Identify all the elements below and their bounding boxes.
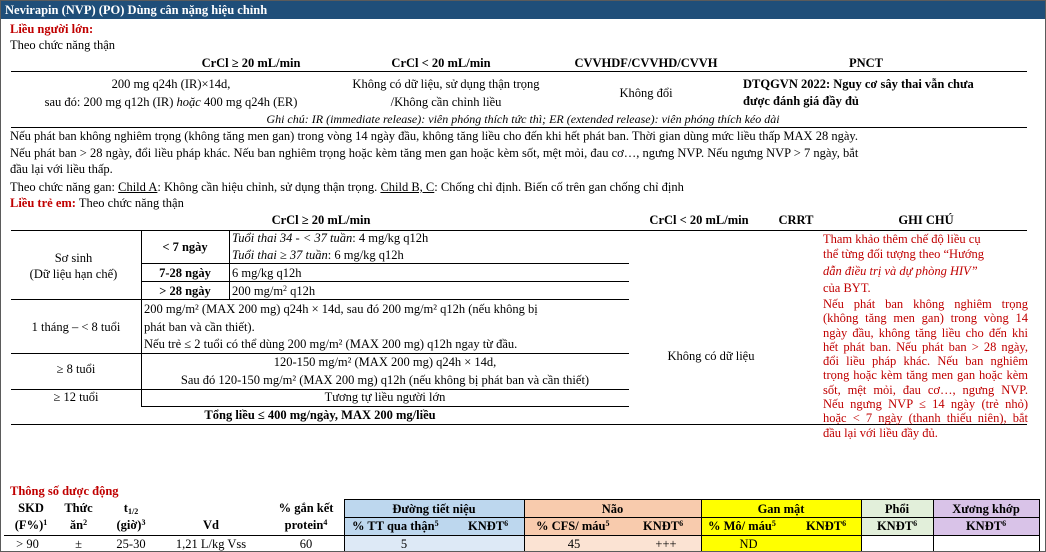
line-m1 <box>11 353 629 354</box>
adult-col-crcl-low: CrCl < 20 mL/min <box>391 56 491 70</box>
pk-col-f-text: (F%) <box>14 518 44 532</box>
pk-val-thalf: 25-30 <box>116 537 146 551</box>
peds-col-crcl-low: CrCl < 20 mL/min <box>649 213 749 227</box>
pk-col-hours <box>101 518 161 532</box>
adult-pnct-line2: được đánh giá đầy đủ <box>743 94 859 108</box>
sup-6a: 6 <box>504 519 509 528</box>
sup-2: 2 <box>283 284 288 293</box>
adult-note-line <box>11 127 1027 128</box>
age-gt28: > 28 ngày <box>159 284 211 298</box>
ga-ge37 <box>232 248 404 262</box>
sup-f: 1 <box>43 518 48 527</box>
pk-group-line <box>344 517 1039 518</box>
ga-34-37 <box>232 231 428 245</box>
pk-group-brain: Não <box>601 502 624 516</box>
m1-dose-line2: phát ban và cần thiết). <box>144 320 255 334</box>
line-lt7 <box>141 263 629 264</box>
line-7-28 <box>141 281 629 282</box>
adult-low-line1: Không có dữ liệu, sử dụng thận trọng <box>352 77 540 91</box>
pk-top-line <box>344 499 1039 500</box>
pk-group-bone: Xương khớp <box>952 502 1020 516</box>
adult-col-crcl-high: CrCl ≥ 20 mL/min <box>201 56 301 70</box>
adult-dose-line2-a: sau đó: 200 mg q12h (IR) <box>44 95 177 109</box>
pk-divider-5 <box>933 499 934 552</box>
pk-sub-tissue <box>708 519 776 533</box>
pk-col-hours-text: (giờ) <box>116 518 142 532</box>
peds-note-line1: Tham khảo thêm chế độ liều cụ <box>823 232 981 246</box>
pk-sub-urinary-kndt-text: KNĐT <box>468 519 505 533</box>
neonate-label-1: Sơ sinh <box>54 251 93 265</box>
ga2-dose: : 6 mg/kg q12h <box>327 248 404 262</box>
ge8-dose-line2: Sau đó 120-150 mg/m² (MAX 200 mg) q12h (nếu không bị phát ban và cần thiết) <box>180 373 590 387</box>
sup-6e: 6 <box>1002 519 1007 528</box>
sup-hours: 3 <box>141 518 146 527</box>
peds-note-line2-text: thể từng đối tượng theo “Hướng <box>823 247 984 261</box>
peds-col-crcl-high: CrCl ≥ 20 mL/min <box>271 213 371 227</box>
pk-group-urinary: Đường tiết niệu <box>392 502 476 516</box>
pk-sub-csf-text: % CFS/ máu <box>536 519 606 533</box>
pk-sub-bone-kndt-text: KNĐT <box>965 519 1003 533</box>
peds-total-dose: Tổng liều ≤ 400 mg/ngày, MAX 200 mg/liều <box>204 408 436 422</box>
pk-col-binding-1: % gắn kết <box>278 501 334 515</box>
peds-col-note: GHI CHÚ <box>898 213 954 227</box>
peds-heading: Liều trẻ em: <box>10 196 76 210</box>
peds-basis: Theo chức năng thận <box>75 196 184 210</box>
dose-gt28-text: 200 mg/m <box>232 284 284 298</box>
adult-heading: Liều người lớn: <box>10 22 94 36</box>
pk-sub-renal-text: % TT qua thận <box>352 519 435 533</box>
pk-val-vd: 1,21 L/kg Vss <box>175 537 247 551</box>
pk-sub-bone-kndt <box>933 519 1039 533</box>
adult-hepatic <box>10 180 684 194</box>
pk-heading: Thông số dược động <box>10 484 119 498</box>
hep-post: : Chống chỉ định. Biến cố trên gan chống chỉ định <box>434 180 684 194</box>
adult-dose-line2 <box>21 95 321 109</box>
dose-7-28: 6 mg/kg q12h <box>232 266 302 280</box>
pk-sub-csf <box>536 519 609 533</box>
peds-note-line2 <box>823 247 984 261</box>
pk-col-thalf-text: t <box>123 501 128 515</box>
peds-header-line <box>11 230 1027 231</box>
hep-child-bc: Child B, C <box>380 180 435 194</box>
sup-5b: 5 <box>605 519 610 528</box>
pk-sub-hepatic-kndt <box>806 519 846 533</box>
pk-group-lung: Phổi <box>884 502 910 516</box>
hep-pre: Theo chức năng gan: <box>10 180 119 194</box>
pk-thalf-sub: 1/2 <box>127 507 139 516</box>
line-ge12 <box>141 406 629 407</box>
peds-no-data: Không có dữ liệu <box>667 349 755 363</box>
pk-sub-urinary-kndt <box>468 519 508 533</box>
adult-cvvh-value: Không đổi <box>619 86 673 100</box>
adult-rash-line2: Nếu phát ban > 28 ngày, đổi liều pháp khác. Nếu ban nghiêm trọng hoặc kèm tăng men gan hoặc kèm sốt, mệt mỏi, đau cơ…, ngưng NVP. Nếu ngưng NVP > 7 ngày, bắt <box>10 146 859 160</box>
hep-mid: : Không cần hiệu chỉnh, sử dụng thận trọng. <box>157 180 381 194</box>
dose-gt28: 200 $mg/m^2$ q12h <box>232 284 316 298</box>
drug-title <box>5 3 267 17</box>
drug-title-bold: Nevirapin (NVP) (PO) Dùng cân nặng hiệu chỉnh <box>5 3 268 17</box>
subage-divider <box>229 231 230 300</box>
pk-col-vd: Vd <box>203 518 219 532</box>
pk-val-binding: 60 <box>299 537 313 551</box>
pk-sub-tissue-text: % Mô/ máu <box>708 519 772 533</box>
age-ge12: ≥ 12 tuổi <box>53 390 99 404</box>
ga2-label: Tuổi thai ≥ 37 tuần <box>232 248 328 262</box>
adult-rash-line3: đầu lại với liều thấp. <box>10 162 113 176</box>
sup-binding: 4 <box>323 518 328 527</box>
pk-col-skd: SKD <box>18 501 44 515</box>
pk-val-f: > 90 <box>16 537 39 551</box>
pk-col-food-b <box>56 518 101 532</box>
pk-val-food: ± <box>75 537 82 551</box>
peds-note-line3: dẫn điều trị và dự phòng HIV” <box>823 264 978 278</box>
pk-col-binding-2-text: protein <box>284 518 324 532</box>
pk-col-food-a: Thức <box>64 501 93 515</box>
m1-dose-line1: 200 mg/m² (MAX 200 mg) q24h × 14d, sau đó 200 mg/m² q12h (nếu không bị <box>144 302 538 316</box>
peds-col-crrt: CRRT <box>778 213 814 227</box>
adult-dose-line1: 200 mg q24h (IR)×14d, <box>111 77 231 91</box>
peds-note-rest: Nếu phát ban không nghiêm trọng (không tăng men gan) trong vòng 14 ngày đầu, không tăng liều cho đến khi hết phát ban. Nếu phát ban > 28 ngày, đổi liều pháp khác. Nếu ban nghiêm trọng hoặc kèm tăng men gan hoặc kèm sốt, mệt mỏi, đau cơ…, ngưng NVP. Nếu ngưng NVP ≤ 14 ngày (trẻ nhỏ) hoặc < 7 ngày (thanh thiếu niên), bắt đầu lại với liều đầy đủ. <box>823 297 1028 440</box>
adult-dose-line2-b: 400 mg q24h (ER) <box>200 95 298 109</box>
pk-col-thalf <box>101 501 161 515</box>
pk-col-food-b-text: ăn <box>69 518 84 532</box>
ge12-dose: Tương tự liều người lớn <box>324 390 446 404</box>
line-neonate <box>11 299 629 300</box>
pk-divider-3 <box>701 499 702 552</box>
age-1m-8y: 1 tháng – < 8 tuổi <box>31 320 121 334</box>
sup-5a: 5 <box>434 519 439 528</box>
ga1-label: Tuổi thai 34 - < 37 tuần <box>232 231 353 245</box>
sup-6b: 6 <box>679 519 684 528</box>
pk-sub-renal <box>352 519 439 533</box>
adult-basis: Theo chức năng thận <box>10 38 115 52</box>
pk-sub-lung-kndt <box>861 519 933 533</box>
age-ge8: ≥ 8 tuổi <box>56 362 96 376</box>
pk-group-hepatic: Gan mật <box>757 502 805 516</box>
peds-heading-row <box>10 196 184 210</box>
pk-divider-2 <box>524 499 525 552</box>
adult-rash-line1: Nếu phát ban không nghiêm trọng (không tăng men gan) trong vòng 14 ngày đầu, không tăng liều cho đến khi hết phát ban. Thời gian dùng mức liều thấp MAX 28 ngày. <box>10 129 858 143</box>
adult-col-pnct: PNCT <box>848 56 884 70</box>
adult-dose-or: hoặc <box>176 95 201 109</box>
hep-child-a: Child A <box>118 180 158 194</box>
peds-note-line4: của BYT. <box>823 281 871 295</box>
adult-pnct-line1: DTQGVN 2022: Nguy cơ sây thai vẫn chưa <box>743 77 974 91</box>
pk-sub-lung-kndt-text: KNĐT <box>876 519 914 533</box>
pk-sub-brain-kndt <box>643 519 683 533</box>
pk-val-brain-kndt: +++ <box>655 537 677 551</box>
pk-divider-4 <box>861 499 862 552</box>
adult-note: Ghi chú: IR (immediate release): viên phóng thích tức thì; ER (extended release): viên phóng thích kéo dài <box>266 112 780 126</box>
age-7-28: 7-28 ngày <box>159 266 211 280</box>
m1-dose-line3: Nếu trẻ ≤ 2 tuổi có thể dùng 200 mg/m² (MAX 200 mg) q12h ngay từ đầu. <box>144 337 518 351</box>
adult-header-line <box>11 71 1027 72</box>
m1-divider <box>141 299 142 353</box>
ge8-dose-line1: 120-150 mg/m² (MAX 200 mg) q24h × 14d, <box>273 355 497 369</box>
adult-col-cvvh: CVVHDF/CVVHD/CVVH <box>574 56 718 70</box>
sup-6d: 6 <box>913 519 918 528</box>
pk-col-binding-2 <box>266 518 346 532</box>
pk-divider-1 <box>344 499 345 552</box>
sup-5c: 5 <box>771 519 776 528</box>
age-lt7: < 7 ngày <box>162 240 208 254</box>
ga1-dose: : 4 mg/kg q12h <box>352 231 429 245</box>
pk-divider-6 <box>1039 499 1040 552</box>
neonate-label-2: (Dữ liệu hạn chế) <box>29 267 118 281</box>
pk-col-f <box>11 518 51 532</box>
adult-low-line2: /Không cần chỉnh liều <box>390 95 502 109</box>
pk-sub-hepatic-kndt-text: KNĐT <box>806 519 843 533</box>
sup-6c: 6 <box>842 519 847 528</box>
pk-val-tissue: ND <box>739 537 758 551</box>
pk-val-renal: 5 <box>400 537 408 551</box>
pk-val-csf: 45 <box>567 537 581 551</box>
sup-food: 2 <box>83 518 88 527</box>
pk-sub-brain-kndt-text: KNĐT <box>643 519 680 533</box>
